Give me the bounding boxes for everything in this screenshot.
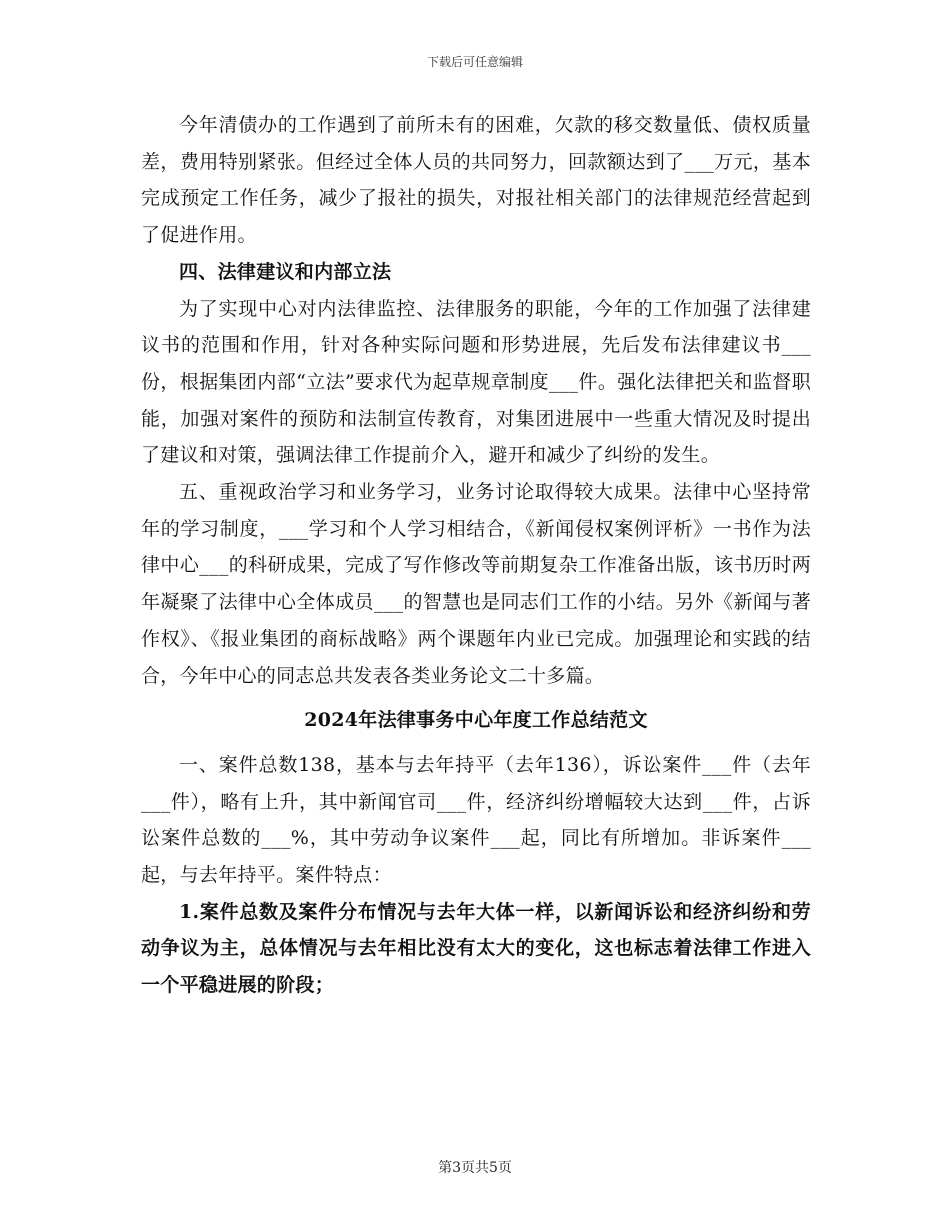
- page-number: 第3页共5页: [438, 1160, 512, 1176]
- paragraph-case-features: 1.案件总数及案件分布情况与去年大体一样，以新闻诉讼和经济纠纷和劳动争议为主，总体情况与去年相比没有太大的变化，这也标志着法律工作进入一个平稳进展的阶段；: [141, 900, 811, 997]
- header-note: 下载后可任意编辑: [426, 55, 523, 69]
- paragraph-debt-recovery: 今年清债办的工作遇到了前所未有的困难，欠款的移交数量低、债权质量差，费用特别紧张。但经过全体人员的共同努力，回款额达到了___万元，基本完成预定工作任务，减少了报社的损失，对报社相关部门的法律规范经营起到了促进作用。: [141, 114, 811, 247]
- document-body: [141, 107, 811, 1004]
- section-title: 2024年法律事务中心年度工作总结范文: [304, 709, 648, 732]
- paragraph-study: 五、重视政治学习和业务学习，业务讨论取得较大成果。法律中心坚持常年的学习制度，___学习和个人学习相结合，《新闻侵权案例评析》一书作为法律中心___的科研成果，完成了写作修改等前期复杂工作准备出版，该书历时两年凝聚了法律中心全体成员___的智慧也是同志们工作的小结。另外《新闻与著作权》、《报业集团的商标战略》两个课题年内业已完成。加强理论和实践的结合，今年中心的同志总共发表各类业务论文二十多篇。: [141, 481, 811, 687]
- paragraph-case-totals: 一、案件总数138，基本与去年持平（去年136），诉讼案件___件（去年___件），略有上升，其中新闻官司___件，经济纠纷增幅较大达到___件，占诉讼案件总数的___%，其中劳动争议案件___起，同比有所增加。非诉案件___起，与去年持平。案件特点：: [141, 753, 811, 887]
- paragraph-legal-advice: 为了实现中心对内法律监控、法律服务的职能，今年的工作加强了法律建议书的范围和作用，针对各种实际问题和形势进展，先后发布法律建议书___份，根据集团内部“立法”要求代为起草规章制度___件。强化法律把关和监督职能，加强对案件的预防和法制宣传教育，对集团进展中一些重大情况及时提出了建议和对策，强调法律工作提前介入，避开和减少了纠纷的发生。: [141, 297, 811, 467]
- heading-legal-advice: 四、法律建议和内部立法: [179, 260, 392, 283]
